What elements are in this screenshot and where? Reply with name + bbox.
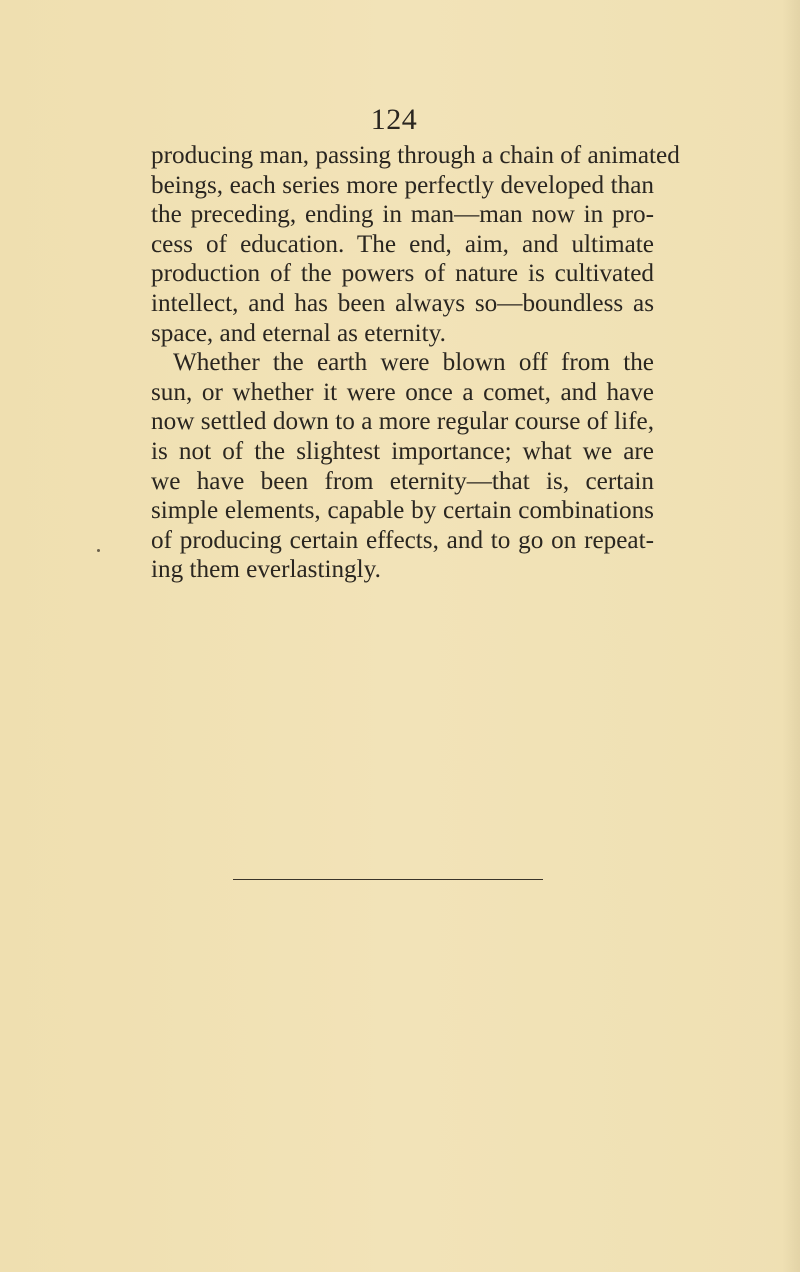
text-line: the preceding, ending in man—man now in pro- — [151, 201, 654, 229]
text-line: we have been from eternity—that is, certain — [151, 467, 654, 495]
text-line: producing man, passing through a chain of animated — [151, 142, 680, 169]
horizontal-rule — [233, 879, 543, 880]
body-text — [151, 141, 680, 585]
text-line: beings, each series more perfectly developed than — [151, 171, 654, 199]
text-line: intellect, and has been always so—boundless as — [151, 289, 654, 317]
text-line: now settled down to a more regular course of life, — [151, 408, 654, 436]
text-line: production of the powers of nature is cultivated — [151, 260, 654, 288]
margin-mark — [97, 549, 100, 552]
text-line: is not of the slightest importance; what we are — [151, 437, 654, 465]
text-line: sun, or whether it were once a comet, and have — [151, 378, 654, 406]
paragraph-start-line: Whether the earth were blown off from the — [173, 349, 654, 377]
page-number: 124 — [370, 103, 418, 136]
paragraph-end-line: space, and eternal as eternity. — [151, 319, 446, 347]
paragraph-end-line: ing them everlastingly. — [151, 556, 381, 584]
page-edge-shadow — [782, 0, 800, 1272]
text-line: cess of education. The end, aim, and ultimate — [151, 230, 654, 258]
text-line: simple elements, capable by certain combinations — [151, 497, 654, 525]
text-line: of producing certain effects, and to go on repeat- — [151, 526, 654, 554]
